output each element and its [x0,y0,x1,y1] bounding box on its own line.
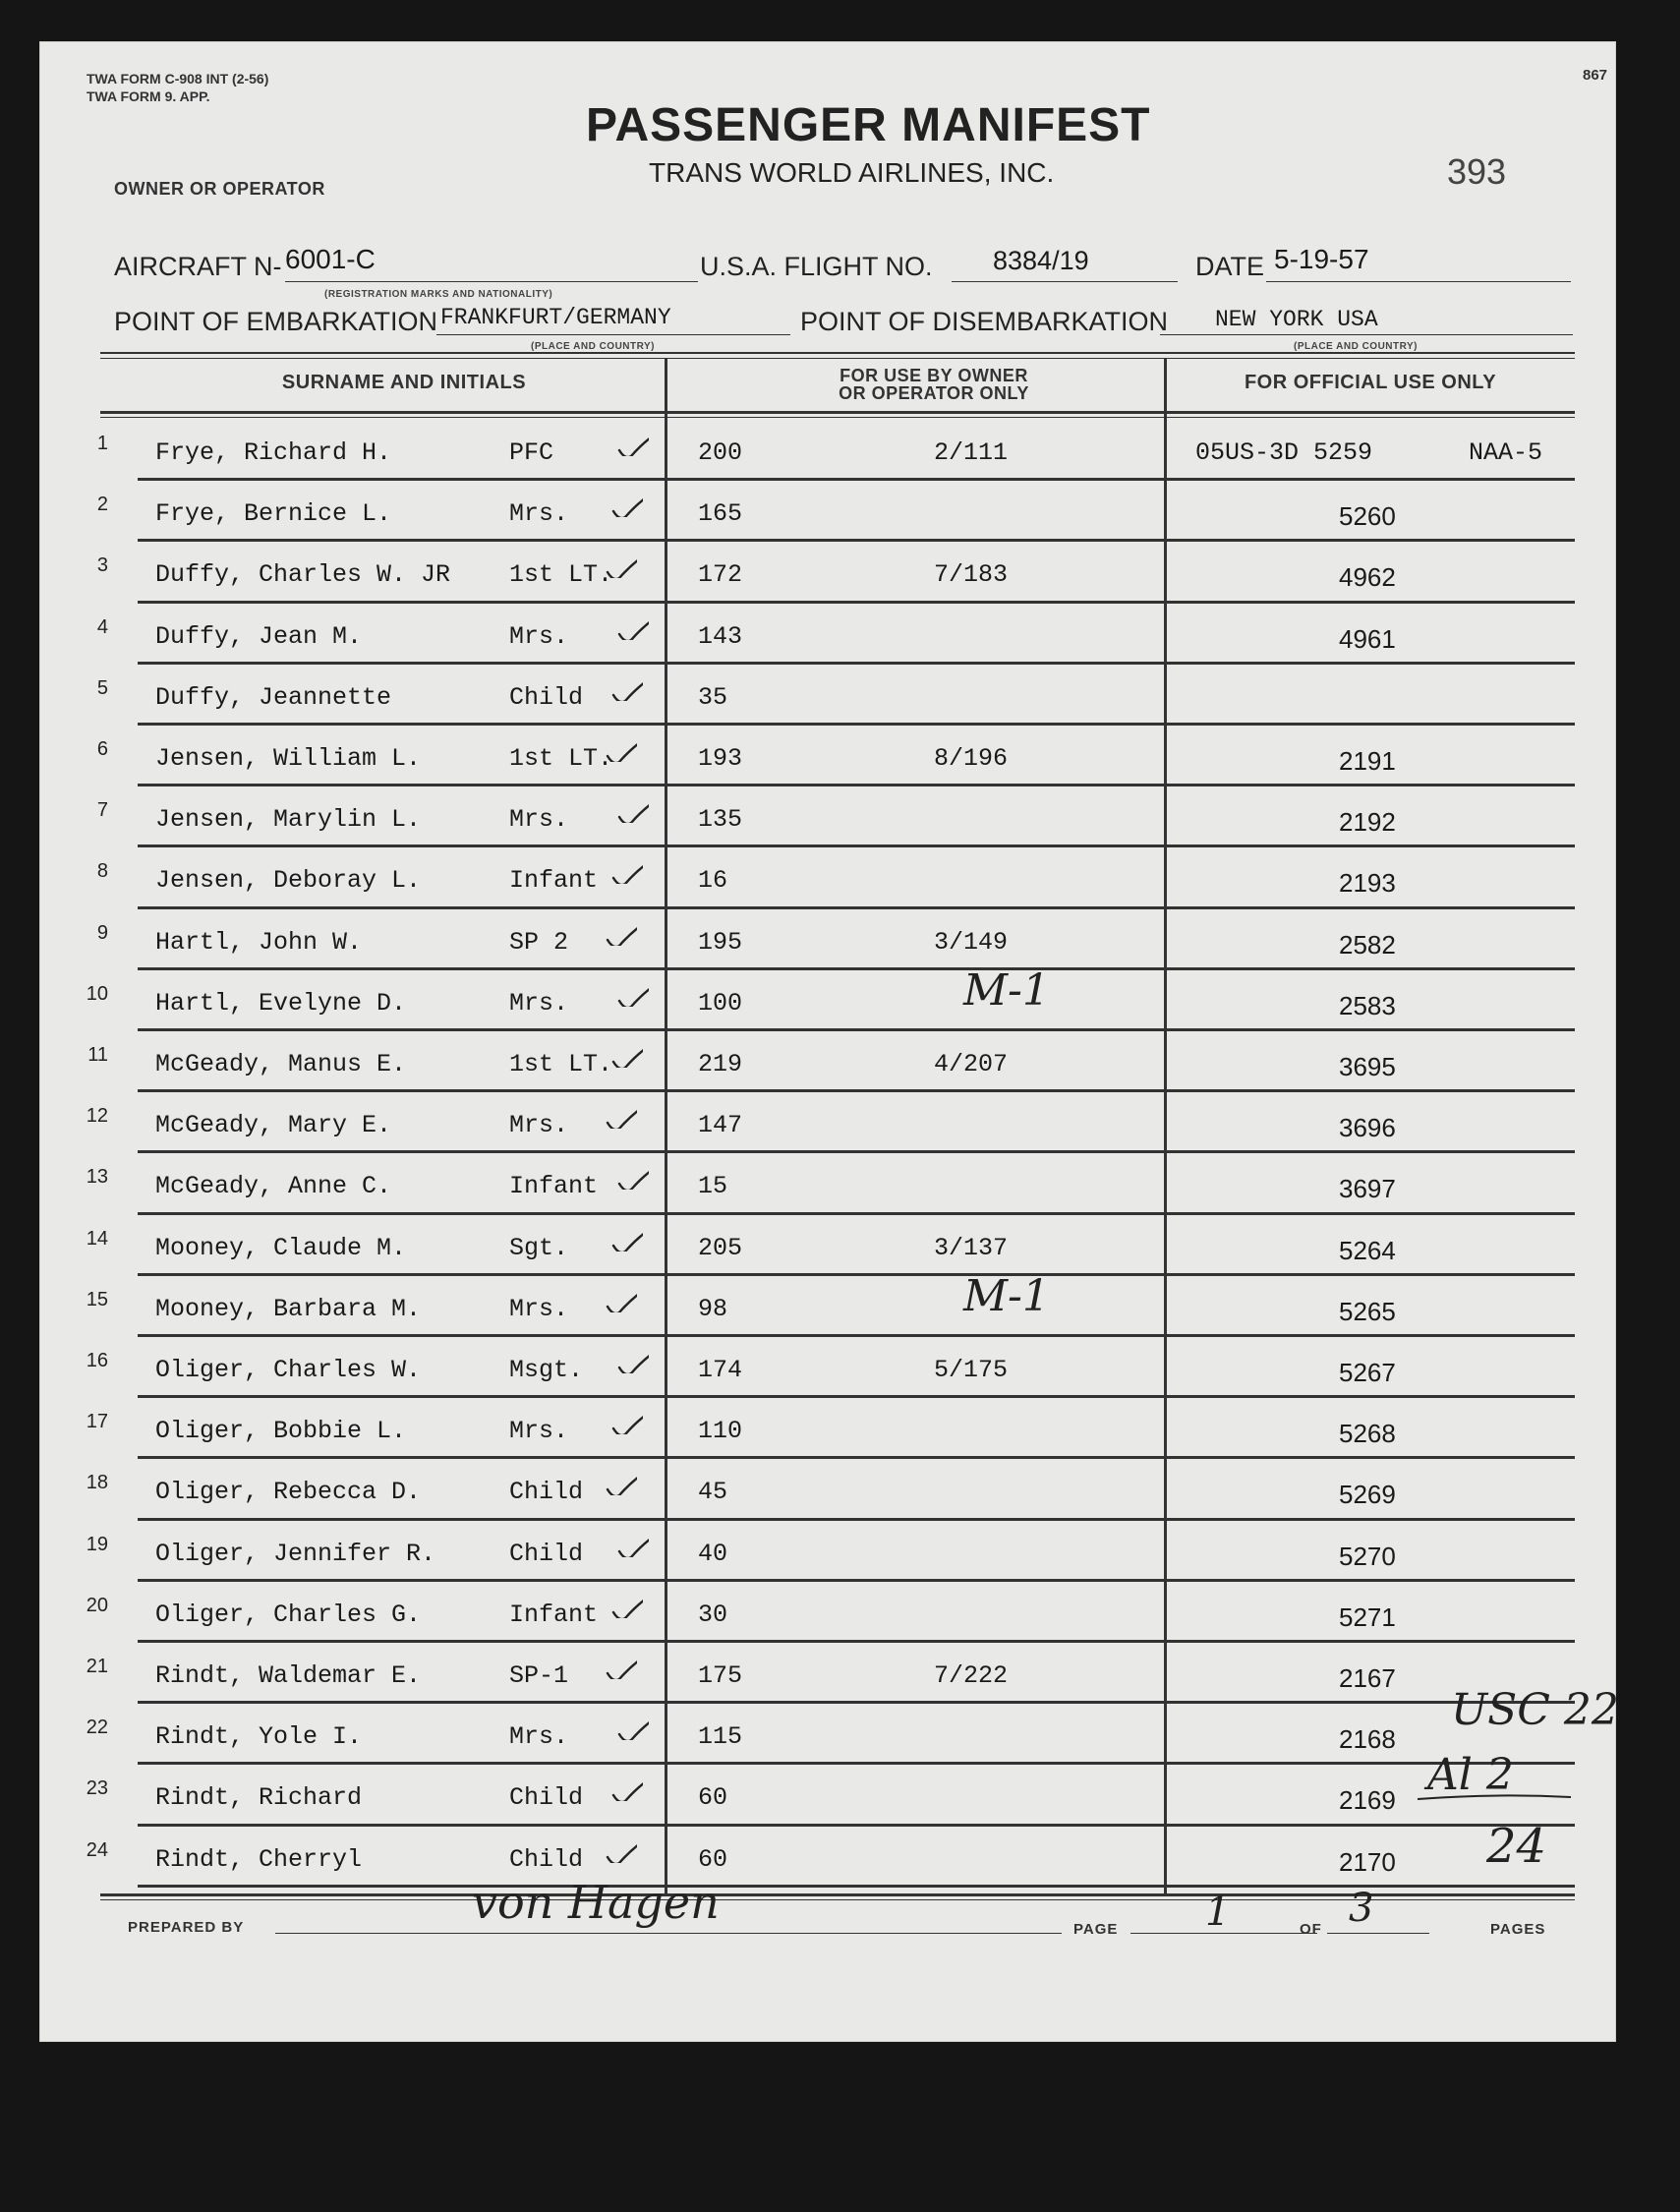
passenger-weight: 15 [698,1172,728,1201]
checkmark-icon [615,1528,649,1557]
aircraft-label: AIRCRAFT N- [114,252,282,281]
header-rule-top [100,352,1575,354]
official-id: 5267 [1339,1358,1396,1387]
passenger-title: SP 2 [509,927,569,957]
passenger-title: Mrs. [509,621,569,651]
passenger-group: 8/196 [934,744,1009,773]
passenger-name: Rindt, Cherryl [155,1844,363,1874]
table-row [39,541,1616,602]
checkmark-icon [609,854,643,884]
manifest-sheet [39,41,1619,2042]
table-row [39,1397,1616,1458]
embark-label: POINT OF EMBARKATION [114,307,438,336]
passenger-title: Mrs. [509,988,569,1018]
checkmark-icon [615,611,649,640]
passenger-name: Oliger, Bobbie L. [155,1417,407,1446]
passenger-name: Mooney, Barbara M. [155,1294,422,1323]
of-value: 3 [1349,1886,1374,1931]
table-row [39,1458,1616,1519]
official-id: 4961 [1339,623,1396,654]
passenger-title: SP-1 [509,1661,569,1690]
official-id: 05US-3D 5259 [1195,438,1373,467]
table-row [39,664,1616,725]
table-row [39,1214,1616,1275]
checkmark-icon [604,1834,637,1863]
handwritten-note-al: Al 2 [1427,1750,1514,1800]
checkmark-icon [609,1038,643,1068]
passenger-name: Rindt, Waldemar E. [155,1661,422,1690]
column-owner-use-2: OR OPERATOR ONLY [839,383,1029,403]
row-number: 7 [96,799,108,822]
official-id: 5265 [1339,1296,1396,1326]
official-id: 3696 [1339,1113,1396,1143]
passenger-title: Mrs. [509,805,569,835]
handwritten-underline [1416,1791,1573,1803]
passenger-weight: 193 [698,744,743,773]
passenger-group: 7/222 [934,1661,1009,1690]
form-number-2: TWA FORM 9. APP. [87,88,210,104]
passenger-name: Rindt, Yole I. [155,1722,363,1752]
table-row [39,964,1616,1030]
row-number: 2 [96,494,108,516]
passenger-title: Sgt. [509,1233,569,1262]
passenger-title: Child [509,1539,584,1568]
table-row [39,1520,1616,1581]
passenger-weight: 98 [698,1294,728,1323]
passenger-weight: 174 [698,1356,743,1384]
checkmark-icon [609,488,643,517]
official-id: 5271 [1339,1601,1396,1632]
table-row [39,908,1616,969]
passenger-title: Infant [509,1172,599,1201]
embark-value: FRANKFURT/GERMANY [440,305,671,330]
passenger-name: Hartl, John W. [155,927,363,957]
prepared-line [275,1933,1062,1934]
checkmark-icon [604,1650,637,1679]
header-rule-top-2 [100,358,1575,359]
flight-underline [952,281,1178,282]
checkmark-icon [604,1283,637,1312]
official-id: 5270 [1339,1541,1396,1571]
row-number: 21 [86,1656,108,1677]
column-official: FOR OFFICIAL USE ONLY [1244,372,1497,393]
checkmark-icon [615,1344,649,1373]
header-rule-bottom [100,411,1575,414]
row-number: 19 [86,1533,108,1555]
disembark-caption: (PLACE AND COUNTRY) [1294,341,1418,352]
of-label: OF [1300,1921,1322,1938]
passenger-name: Duffy, Charles W. JR [155,560,451,590]
table-row [39,419,1616,480]
document-number: 393 [1447,151,1507,192]
date-underline [1266,281,1571,282]
passenger-weight: 147 [698,1111,743,1140]
table-row [39,846,1616,907]
table-row [39,1764,1616,1825]
passenger-name: Oliger, Rebecca D. [155,1478,422,1507]
prepared-label: PREPARED BY [128,1919,245,1936]
checkmark-icon [615,1160,649,1190]
passenger-name: Oliger, Charles W. [155,1356,422,1384]
passenger-group: M-1 [963,1270,1050,1321]
handwritten-note-total: 24 [1486,1819,1547,1874]
passenger-group: 3/137 [934,1233,1009,1262]
page-label: PAGE [1073,1921,1119,1938]
airline-name: TRANS WORLD AIRLINES, INC. [649,157,1055,188]
checkmark-icon [604,1466,637,1495]
passenger-weight: 219 [698,1050,743,1078]
passenger-name: McGeady, Anne C. [155,1172,392,1201]
row-number: 4 [96,615,108,638]
official-id: 2170 [1339,1846,1396,1877]
official-id: 2168 [1339,1724,1396,1755]
passenger-weight: 175 [698,1661,743,1690]
checkmark-icon [615,427,649,456]
flight-value: 8384/19 [993,246,1089,275]
official-id: 2169 [1339,1785,1396,1816]
passenger-title: Child [509,1844,584,1874]
row-number: 11 [87,1044,108,1066]
of-line [1327,1933,1429,1934]
table-row [39,1703,1616,1764]
checkmark-icon [604,732,637,762]
row-number: 10 [86,982,108,1005]
row-number: 5 [96,676,108,699]
checkmark-icon [604,916,637,946]
table-row [39,1581,1616,1642]
passenger-title: Mrs. [509,1294,569,1323]
checkmark-icon [615,1711,649,1740]
row-number: 16 [86,1350,108,1371]
passenger-group: 2/111 [934,438,1009,467]
checkmark-icon [609,1589,643,1618]
official-id: 2582 [1339,929,1396,960]
official-extra: NAA-5 [1469,438,1543,467]
row-number: 14 [86,1227,108,1250]
table-row [39,786,1616,846]
passenger-name: McGeady, Manus E. [155,1050,407,1078]
passenger-name: Rindt, Richard [155,1783,363,1813]
passenger-title: Child [509,1478,584,1507]
passenger-name: Jensen, William L. [155,744,422,773]
passenger-name: Frye, Richard H. [155,438,392,467]
passenger-name: Oliger, Jennifer R. [155,1539,436,1568]
header-rule-bottom-2 [100,417,1575,418]
passenger-title: Msgt. [509,1356,584,1384]
checkmark-icon [609,1772,643,1801]
aircraft-value: 6001-C [285,244,376,274]
passenger-weight: 143 [698,621,743,651]
passenger-name: Jensen, Marylin L. [155,805,422,835]
table-row [39,1091,1616,1152]
passenger-weight: 60 [698,1783,728,1813]
official-id: 5264 [1339,1235,1396,1265]
passenger-group: M-1 [963,964,1050,1016]
table-row [39,480,1616,541]
table-row [39,603,1616,664]
passenger-name: Oliger, Charles G. [155,1600,422,1629]
passenger-title: Mrs. [509,1111,569,1140]
official-id: 5260 [1339,501,1396,532]
handwritten-note-usc: USC 22 [1451,1685,1619,1735]
disembark-label: POINT OF DISEMBARKATION [800,307,1169,336]
passenger-title: Infant [509,1600,599,1629]
passenger-title: Mrs. [509,499,569,529]
passenger-weight: 165 [698,499,743,529]
row-number: 23 [86,1777,108,1800]
passenger-weight: 205 [698,1233,743,1262]
page-value: 1 [1205,1890,1231,1935]
passenger-weight: 40 [698,1539,728,1568]
passenger-title: Mrs. [509,1722,569,1752]
table-row [39,1336,1616,1397]
passenger-name: Duffy, Jean M. [155,621,363,651]
disembark-underline [1160,334,1573,335]
row-number: 1 [96,433,108,454]
date-value: 5-19-57 [1274,244,1369,274]
checkmark-icon [604,549,637,578]
official-id: 3697 [1339,1174,1396,1204]
embark-underline [436,334,790,335]
owner-label: OWNER OR OPERATOR [114,179,325,199]
column-surname: SURNAME AND INITIALS [281,372,527,393]
passenger-group: 5/175 [934,1356,1009,1384]
row-number: 15 [86,1288,108,1310]
passenger-title: PFC [509,438,554,467]
passenger-weight: 172 [698,560,743,590]
official-id: 2191 [1339,746,1396,776]
page-title: PASSENGER MANIFEST [586,99,1151,151]
passenger-group: 7/183 [934,560,1009,590]
embark-caption: (PLACE AND COUNTRY) [531,341,655,352]
passenger-title: Mrs. [509,1417,569,1446]
passenger-title: Child [509,682,584,712]
passenger-name: Hartl, Evelyne D. [155,988,407,1018]
passenger-name: Jensen, Deboray L. [155,866,422,896]
official-id: 2583 [1339,990,1396,1020]
passenger-weight: 110 [698,1417,743,1446]
passenger-name: Mooney, Claude M. [155,1233,407,1262]
official-id: 2192 [1339,807,1396,838]
table-row [39,1826,1616,1887]
disembark-value: NEW YORK USA [1215,307,1378,332]
passenger-weight: 16 [698,866,728,896]
checkmark-icon [615,793,649,823]
flight-label: U.S.A. FLIGHT NO. [700,252,933,281]
official-id: 3695 [1339,1052,1396,1081]
passenger-name: Duffy, Jeannette [155,682,392,712]
row-number: 17 [86,1411,108,1433]
passenger-title: 1st LT. [509,560,613,590]
passenger-weight: 200 [698,438,743,467]
checkmark-icon [609,1222,643,1252]
row-number: 24 [86,1838,108,1861]
row-number: 20 [86,1594,108,1616]
checkmark-icon [604,1099,637,1129]
passenger-weight: 100 [698,988,743,1018]
passenger-weight: 115 [698,1722,743,1752]
passenger-title: Infant [509,866,599,896]
row-number: 3 [96,554,108,577]
aircraft-underline [285,281,698,282]
passenger-title: Child [509,1783,584,1813]
row-number: 18 [86,1472,108,1494]
row-number: 22 [86,1717,108,1739]
checkmark-icon [609,1405,643,1434]
row-number: 13 [86,1166,108,1189]
row-number: 9 [96,921,108,944]
table-row [39,1642,1616,1703]
corner-number: 867 [1583,67,1608,84]
column-owner-use-1: FOR USE BY OWNER [840,366,1028,385]
table-row [39,1270,1616,1336]
passenger-group: 3/149 [934,927,1009,957]
passenger-title: 1st LT. [509,1050,613,1078]
official-id: 5269 [1339,1480,1396,1510]
official-id: 2193 [1339,868,1396,899]
passenger-weight: 35 [698,682,728,712]
preparer-signature: von Hagen [472,1876,720,1929]
checkmark-icon [609,671,643,701]
checkmark-icon [615,977,649,1007]
passenger-weight: 45 [698,1478,728,1507]
official-id: 4962 [1339,562,1396,593]
passenger-weight: 135 [698,805,743,835]
pages-label: PAGES [1490,1921,1546,1938]
table-row [39,1030,1616,1091]
passenger-weight: 195 [698,927,743,957]
table-row [39,1152,1616,1213]
date-label: DATE [1195,252,1265,281]
official-id: 5268 [1339,1419,1396,1449]
registration-caption: (REGISTRATION MARKS AND NATIONALITY) [324,289,553,300]
passenger-group: 4/207 [934,1050,1009,1078]
passenger-name: McGeady, Mary E. [155,1111,392,1140]
row-number: 8 [96,860,108,883]
form-number: TWA FORM C-908 INT (2-56) [87,71,269,87]
row-number: 6 [96,738,108,760]
passenger-weight: 60 [698,1844,728,1874]
passenger-name: Frye, Bernice L. [155,499,392,529]
row-number: 12 [86,1105,108,1128]
passenger-weight: 30 [698,1600,728,1629]
official-id: 2167 [1339,1663,1396,1693]
passenger-title: 1st LT. [509,744,613,773]
table-row [39,725,1616,786]
